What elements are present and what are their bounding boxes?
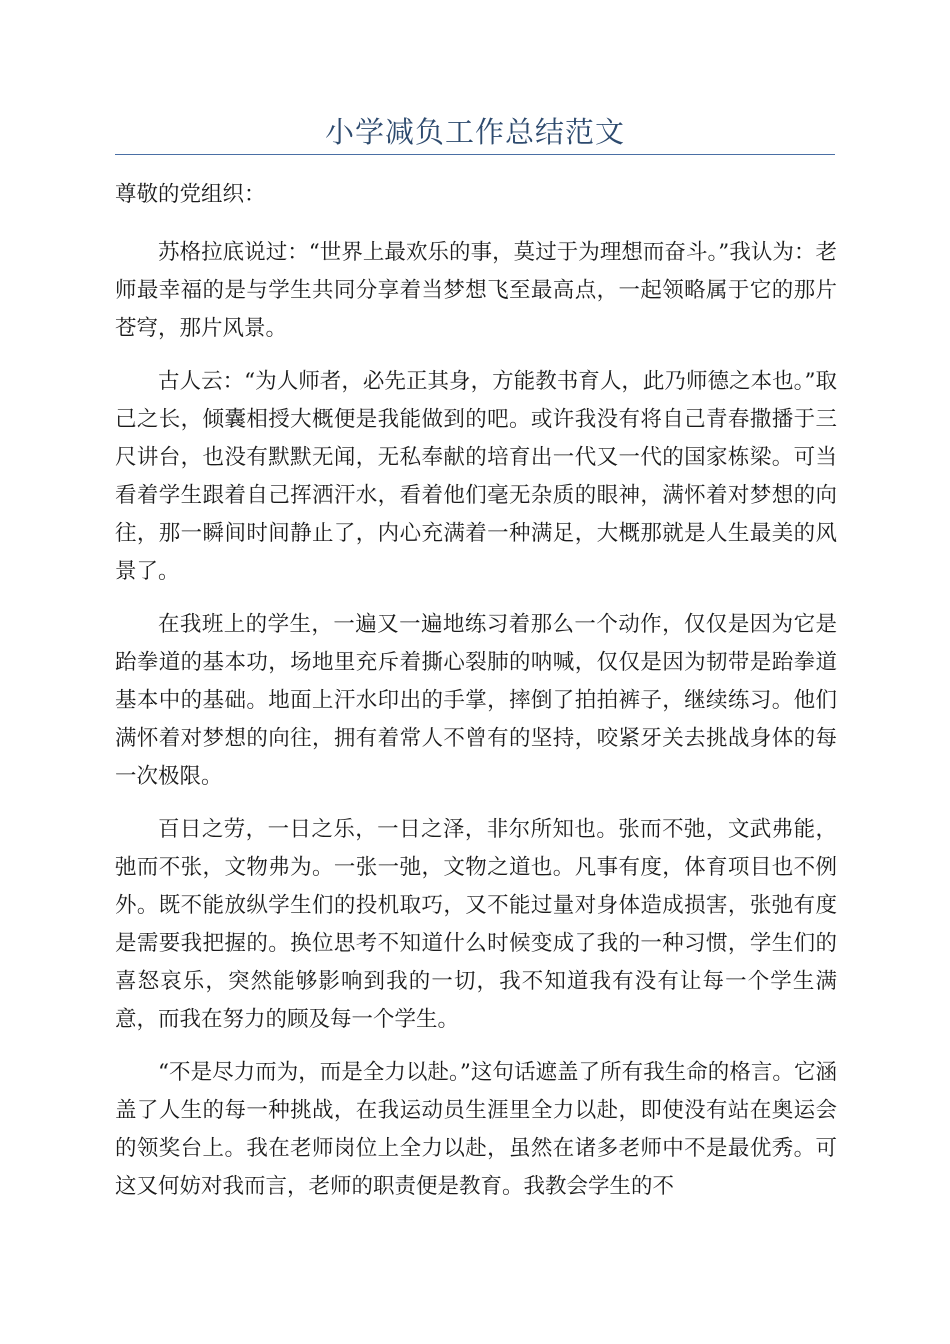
paragraph-4: 百日之劳，一日之乐，一日之泽，非尔所知也。张而不弛，文武弗能，弛而不张，文物弗为。一张一弛，文物之道也。凡事有度，体育项目也不例外。既不能放纵学生们的投机取巧，又不能过量对身体造成损害，张弛有度是需要我把握的。换位思考不知道什么时候变成了我的一种习惯，学生们的喜怒哀乐，突然能够影响到我的一切，我不知道我有没有让每一个学生满意，而我在努力的顾及每一个学生。 [115, 817, 837, 1032]
paragraph-2: 古人云：“为人师者，必先正其身，方能教书育人，此乃师德之本也。”取己之长，倾囊相授大概便是我能做到的吧。或许我没有将自己青春撒播于三尺讲台，也没有默默无闻，无私奉献的培育出一代又一代的国家栋梁。可当看着学生跟着自己挥洒汗水，看着他们毫无杂质的眼神，满怀着对梦想的向往，那一瞬间时间静止了，内心充满着一种满足，大概那就是人生最美的风景了。 [115, 369, 837, 584]
paragraph-5: “不是尽力而为，而是全力以赴。”这句话遮盖了所有我生命的格言。它涵盖了人生的每一种挑战，在我运动员生涯里全力以赴，即使没有站在奥运会的领奖台上。我在老师岗位上全力以赴，虽然在诸多老师中不是最优秀。可这又何妨对我而言，老师的职责便是教育。我教会学生的不 [115, 1060, 837, 1199]
salutation: 尊敬的党组织： [115, 182, 266, 207]
paragraph-3: 在我班上的学生，一遍又一遍地练习着那么一个动作，仅仅是因为它是跆拳道的基本功，场地里充斥着撕心裂肺的呐喊，仅仅是因为韧带是跆拳道基本中的基础。地面上汗水印出的手掌，摔倒了拍拍裤子，继续练习。他们满怀着对梦想的向往，拥有着常人不曾有的坚持，咬紧牙关去挑战身体的每一次极限。 [115, 612, 837, 789]
title-underline [115, 154, 835, 155]
document-body [115, 176, 837, 1221]
document-title: 小学减负工作总结范文 [324, 115, 625, 149]
paragraph-1: 苏格拉底说过：“世界上最欢乐的事，莫过于为理想而奋斗。”我认为：老师最幸福的是与学生共同分享着当梦想飞至最高点，一起领略属于它的那片苍穹，那片风景。 [115, 240, 837, 341]
